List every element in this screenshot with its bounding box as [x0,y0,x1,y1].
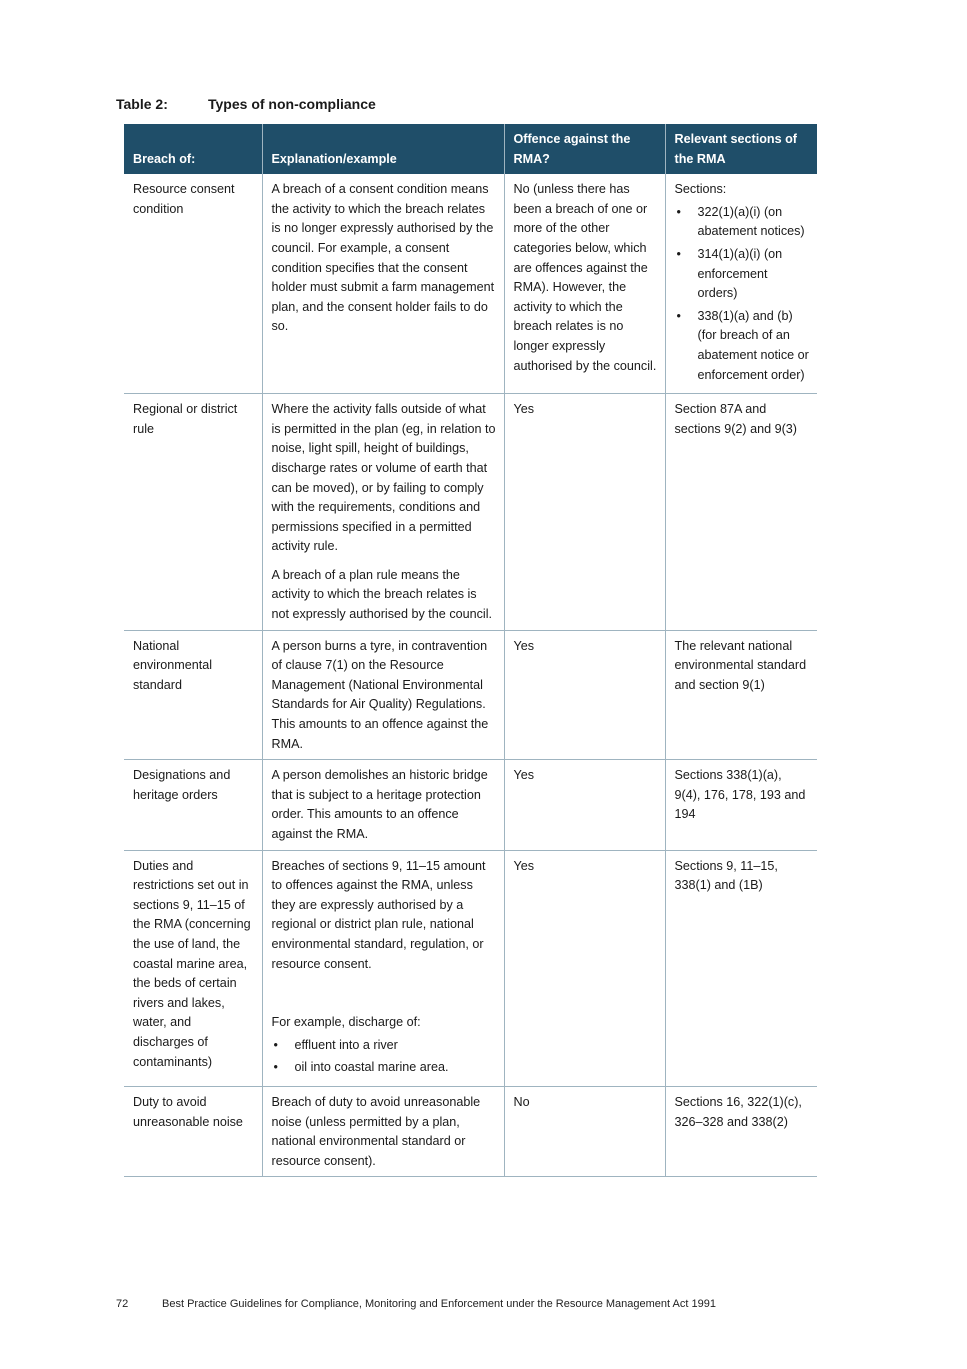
sections-intro: Sections: [674,182,727,197]
cell-explanation [262,394,504,631]
list-item: • oil into coastal marine area. [272,1058,496,1078]
table-row [124,760,817,850]
table-row [124,174,817,393]
cell-sections: Sections 9, 11–15, 338(1) and (1B) [665,850,817,1086]
cell-offence: Yes [504,394,665,631]
cell-explanation [262,630,504,760]
cell-explanation [262,760,504,850]
footer-text: Best Practice Guidelines for Compliance, Monitoring and Enforcement under the Resource Management Act 1991 [162,1298,716,1310]
table-caption [116,96,376,112]
cell-sections: Sections 338(1)(a), 9(4), 176, 178, 193 and 194 [665,760,817,850]
cell-sections: The relevant national environmental standard and section 9(1) [665,630,817,760]
table-header-row [124,124,817,174]
explanation-text: A person burns a tyre, in contravention of clause 7(1) on the Resource Management (National Environmental Standards for Air Quality) Regulations. This amounts to an offence against the RMA. [271,638,489,751]
list-item: • 322(1)(a)(i) (on abatement notices) [675,203,810,242]
header-sections: Relevant sections of the RMA [665,124,817,174]
table-row [124,630,817,760]
list-item: • 314(1)(a)(i) (on enforcement orders) [675,245,810,304]
cell-offence: No [504,1086,665,1176]
cell-explanation [262,174,504,393]
cell-breach: Duty to avoid unreasonable noise [124,1086,262,1176]
explanation-text: For example, discharge of: [271,1015,421,1030]
explanation-list [272,1036,496,1078]
cell-breach: Resource consent condition [124,174,262,393]
cell-sections: Section 87A and sections 9(2) and 9(3) [665,394,817,631]
list-item: • 338(1)(a) and (b) (for breach of an abatement notice or enforcement order) [675,307,810,385]
cell-breach: Regional or district rule [124,394,262,631]
cell-breach: Designations and heritage orders [124,760,262,850]
cell-sections: Sections 16, 322(1)(c), 326–328 and 338(2) [665,1086,817,1176]
table-row [124,1086,817,1176]
list-item: • effluent into a river [272,1036,496,1056]
table-number: Table 2: [116,96,168,112]
non-compliance-table [124,124,817,1177]
explanation-text: A breach of a consent condition means the activity to which the breach relates is no longer expressly authorised by the council. For example, a consent condition specifies that the consent holder must submit a farm management plan, and the consent holder fails to do so. [271,182,495,334]
explanation-text: Breach of duty to avoid unreasonable noise (unless permitted by a plan, national environmental standard or resource consent). [271,1094,481,1168]
cell-offence: No (unless there has been a breach of one or more of the other categories below, which are offences against the RMA). However, the activity to which the breach relates is no longer expressly authorised by the council. [504,174,665,393]
explanation-text: A breach of a plan rule means the activity to which the breach relates is not expressly authorised by the council. [271,567,493,622]
explanation-text: Breaches of sections 9, 11–15 amount to offences against the RMA, unless they are expressly authorised by a regional or district plan rule, national environmental standard, regulation, or resource consent. [271,858,486,971]
explanation-text: A person demolishes an historic bridge that is subject to a heritage protection order. This amounts to an offence against the RMA. [271,768,488,841]
cell-explanation [262,850,504,1086]
cell-breach: National environmental standard [124,630,262,760]
cell-offence: Yes [504,850,665,1086]
table-title: Types of non-compliance [208,96,376,112]
header-offence: Offence against the RMA? [504,124,665,174]
page-footer [116,1298,716,1310]
cell-explanation [262,1086,504,1176]
explanation-text: Where the activity falls outside of what is permitted in the plan (eg, in relation to noise, light spill, height of buildings, discharge rates or volume of earth that can be moved), or by failing to comply with the requirements, conditions and permissions specified in a permitted activity rule. [271,402,496,554]
page-number: 72 [116,1298,129,1310]
header-breach: Breach of: [124,124,262,174]
table-row [124,850,817,1086]
cell-sections [665,174,817,393]
cell-breach: Duties and restrictions set out in sections 9, 11–15 of the RMA (concerning the use of land, the coastal marine area, the beds of certain rivers and lakes, water, and discharges of contaminants) [124,850,262,1086]
sections-list [675,203,810,385]
cell-offence: Yes [504,630,665,760]
table-row [124,394,817,631]
cell-offence: Yes [504,760,665,850]
header-explanation: Explanation/example [262,124,504,174]
